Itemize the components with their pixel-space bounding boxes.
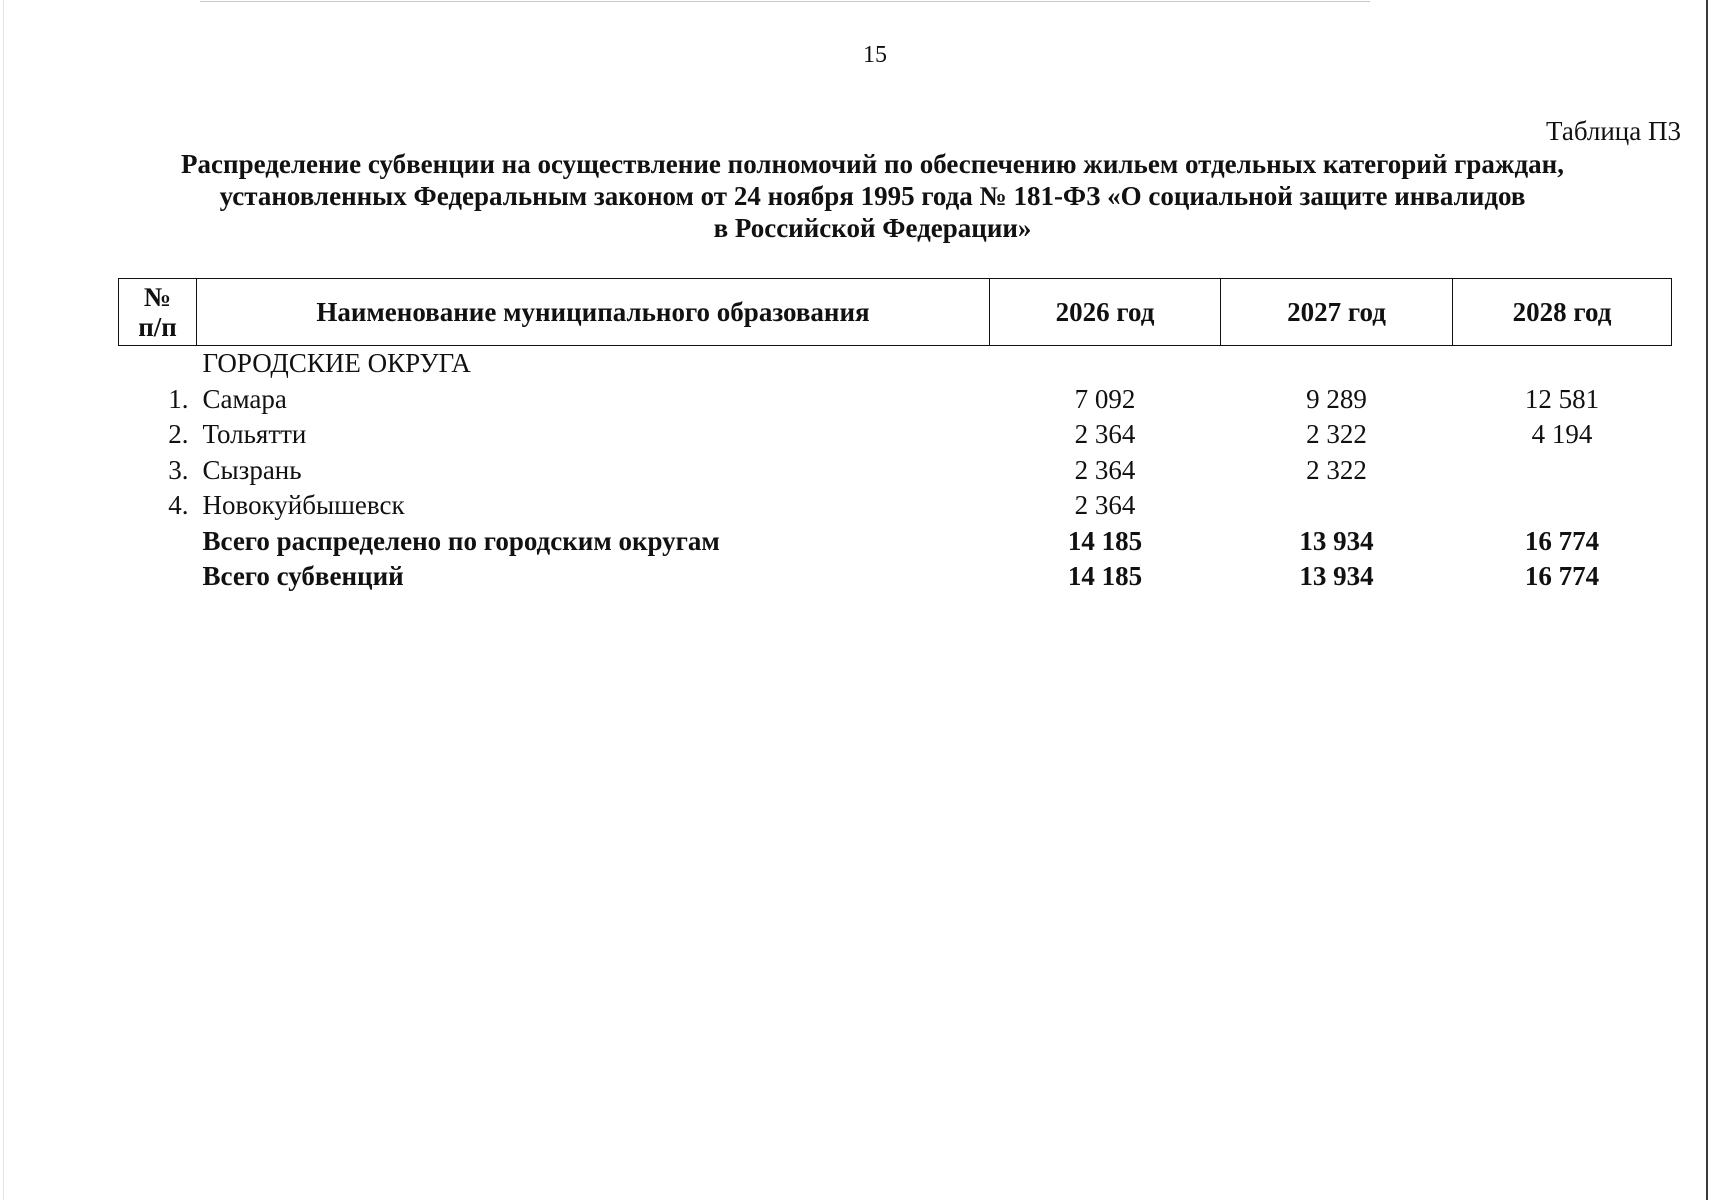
row-value-2028 xyxy=(1453,453,1672,489)
header-year-2026: 2026 год xyxy=(990,279,1221,346)
header-year-2028: 2028 год xyxy=(1453,279,1672,346)
title-line-2: установленных Федеральным законом от 24 ноября 1995 года № 181-ФЗ «О социальной защите инвалидов xyxy=(219,181,1526,211)
total-label: Всего распределено по городским округам xyxy=(202,525,720,556)
table-header-row xyxy=(119,279,1672,346)
total-value-2026: 14 185 xyxy=(1067,525,1143,556)
section-row xyxy=(119,346,1672,382)
title-line-1: Распределение субвенции на осуществление полномочий по обеспечению жильем отдельных категорий граждан, xyxy=(181,149,1564,179)
total-row-subventions xyxy=(119,559,1672,595)
row-value-2026: 7 092 xyxy=(1074,383,1136,414)
total-value-2027: 13 934 xyxy=(1299,561,1374,592)
row-value-2027: 2 322 xyxy=(1306,454,1367,485)
row-name: Тольятти xyxy=(202,419,307,450)
row-value-2027 xyxy=(1221,488,1453,524)
row-name: Сызрань xyxy=(202,454,302,485)
row-value-2027: 2 322 xyxy=(1306,419,1367,450)
page-number: 15 xyxy=(863,42,887,68)
table-label: Таблица П3 xyxy=(1546,116,1681,146)
total-row-distributed xyxy=(119,524,1672,560)
row-value-2028: 4 194 xyxy=(1531,419,1593,450)
row-number: 1. xyxy=(168,383,189,414)
row-value-2026: 2 364 xyxy=(1074,419,1136,450)
table-row xyxy=(119,488,1672,524)
table-row xyxy=(119,453,1672,489)
total-label: Всего субвенций xyxy=(202,561,404,592)
row-value-2027: 9 289 xyxy=(1306,383,1367,414)
row-value-2026: 2 364 xyxy=(1074,454,1136,485)
total-value-2027: 13 934 xyxy=(1299,525,1374,556)
scan-artifact-right-edge xyxy=(1706,0,1708,1200)
total-value-2028: 16 774 xyxy=(1524,525,1600,556)
table-row xyxy=(119,382,1672,418)
row-number: 3. xyxy=(168,454,189,485)
header-number-pp: п/п xyxy=(138,312,177,342)
row-number: 4. xyxy=(168,490,189,521)
header-year-2027: 2027 год xyxy=(1221,279,1453,346)
row-value-2028: 12 581 xyxy=(1524,383,1600,414)
row-value-2026: 2 364 xyxy=(1074,490,1136,521)
scan-artifact-left-edge xyxy=(3,0,4,1200)
header-number xyxy=(119,279,197,346)
row-name: Самара xyxy=(202,383,287,414)
total-value-2026: 14 185 xyxy=(1067,561,1143,592)
row-number: 2. xyxy=(168,419,189,450)
table-row xyxy=(119,417,1672,453)
header-number-sign: № xyxy=(143,282,172,312)
title-line-3: в Российской Федерации» xyxy=(713,213,1032,243)
total-value-2028: 16 774 xyxy=(1524,561,1600,592)
scan-artifact-top-line xyxy=(200,1,1370,2)
header-municipality-name: Наименование муниципального образования xyxy=(197,279,990,346)
row-value-2028 xyxy=(1453,488,1672,524)
subvention-table xyxy=(118,278,1672,595)
row-name: Новокуйбышевск xyxy=(202,490,405,521)
document-title xyxy=(100,148,1645,244)
section-title: ГОРОДСКИЕ ОКРУГА xyxy=(202,348,471,379)
